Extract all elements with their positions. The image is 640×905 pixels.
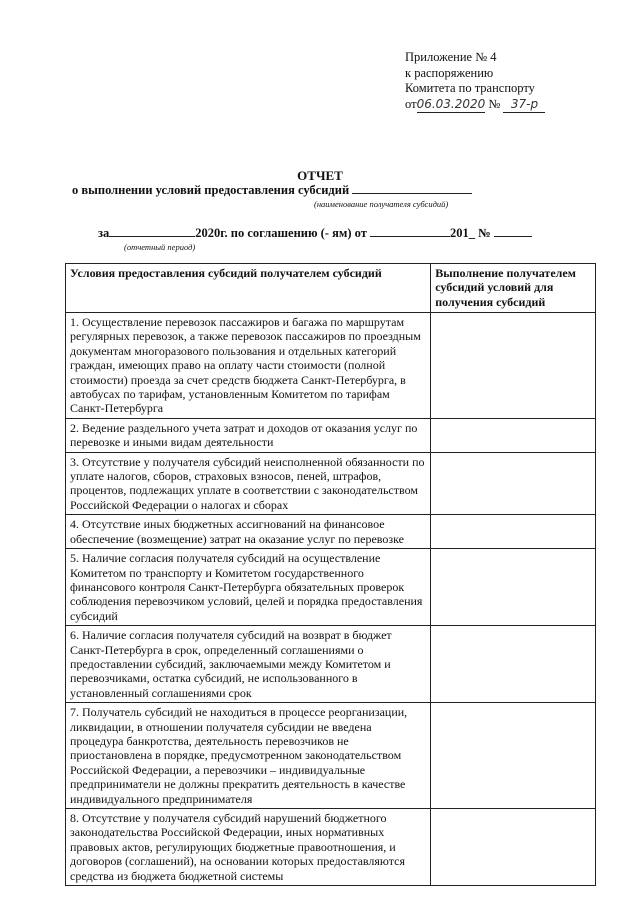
table-row [66, 809, 596, 886]
fulfillment-cell [431, 452, 596, 515]
table-row [66, 452, 596, 515]
table-row [66, 313, 596, 419]
fulfillment-cell [431, 313, 596, 419]
table-header-row [66, 264, 596, 313]
period-year: 201_ [450, 226, 476, 240]
fulfillment-cell [431, 703, 596, 809]
from-prefix: от [405, 96, 417, 111]
period-blank [109, 226, 195, 237]
agreement-number-blank [494, 226, 532, 237]
header-conditions: Условия предоставления субсидий получателем субсидий [66, 264, 431, 313]
condition-cell: 7. Получатель субсидий не находиться в процессе реорганизации, ликвидации, в отношении получателя субсидии не введена процедура банкротства, деятельность перевозчиков не приостановлена в порядке, предусмотренном законодательством Российской Федерации, а перевозчики – индивидуальные предприниматели не должны прекратить деятельность в качестве индивидуального предпринимателя [66, 703, 431, 809]
subtitle-text: о выполнении условий предоставления субсидий [72, 183, 350, 197]
period-note: (отчетный период) [124, 242, 196, 252]
handwritten-number: 37-р [503, 97, 545, 114]
table-row [66, 515, 596, 549]
condition-cell: 5. Наличие согласия получателя субсидий на осуществление Комитетом по транспорту и Комитетом государственного финансового контроля Санкт-Петербурга обязательных проверок соблюдения перевозчиком условий, целей и порядка предоставления субсидий [66, 549, 431, 626]
fulfillment-cell [431, 515, 596, 549]
agreement-date-blank [370, 226, 450, 237]
appendix-block [405, 50, 545, 113]
number-prefix: № [488, 96, 501, 111]
recipient-blank [352, 183, 472, 194]
appendix-line-2: к распоряжению [405, 65, 494, 80]
appendix-line-3: Комитета по транспорту [405, 81, 535, 95]
period-middle: 2020г. по соглашению (- ям) от [195, 226, 367, 240]
period-prefix: за [98, 226, 110, 240]
table-row [66, 418, 596, 452]
condition-cell: 1. Осуществление перевозок пассажиров и багажа по маршрутам регулярных перевозок, а также перевозок пассажиров по проездным документам многоразового пользования и отдельных категорий граждан, имеющих право на оплату части стоимости (полной стоимости) проезда за счет средств бюджета Санкт-Петербурга, в автобусах по тарифам, установленным Комитетом по тарифам Санкт-Петербурга [66, 313, 431, 419]
document-title: ОТЧЕТ [297, 168, 343, 183]
period-line [98, 226, 532, 241]
table-row [66, 549, 596, 626]
period-number-sign: № [478, 226, 491, 240]
handwritten-date: 06.03.2020 [417, 97, 486, 114]
condition-cell: 6. Наличие согласия получателя субсидий на возврат в бюджет Санкт-Петербурга в срок, определенный соглашениями о предоставлении субсидий, заключаемыми между Комитетом и перевозчиками, остатка субсидий, не использованного в установленный соглашениями срок [66, 626, 431, 703]
condition-cell: 2. Ведение раздельного учета затрат и доходов от оказания услуг по перевозке и иными видам деятельности [66, 418, 431, 452]
conditions-table [65, 263, 596, 886]
fulfillment-cell [431, 626, 596, 703]
appendix-date-line [405, 97, 545, 114]
fulfillment-cell [431, 549, 596, 626]
header-fulfillment: Выполнение получателем субсидий условий для получения субсидий [431, 264, 596, 313]
appendix-line-1: Приложение № 4 [405, 50, 497, 64]
condition-cell: 3. Отсутствие у получателя субсидий неисполненной обязанности по уплате налогов, сборов, страховых взносов, пеней, штрафов, процентов, подлежащих уплате в соответствии с законодательством Российской Федерации о налогах и сборах [66, 452, 431, 515]
document-subtitle [72, 183, 472, 198]
fulfillment-cell [431, 809, 596, 886]
table-row [66, 626, 596, 703]
fulfillment-cell [431, 418, 596, 452]
recipient-note: (наименование получателя субсидий) [314, 199, 449, 209]
condition-cell: 8. Отсутствие у получателя субсидий нарушений бюджетного законодательства Российской Федерации, иных нормативных правовых актов, регулирующих бюджетные правоотношения, и договоров (соглашений), на основании которых предоставляются средства из бюджета бюджетной системы [66, 809, 431, 886]
table-row [66, 703, 596, 809]
condition-cell: 4. Отсутствие иных бюджетных ассигнований на финансовое обеспечение (возмещение) затрат на оказание услуг по перевозке [66, 515, 431, 549]
